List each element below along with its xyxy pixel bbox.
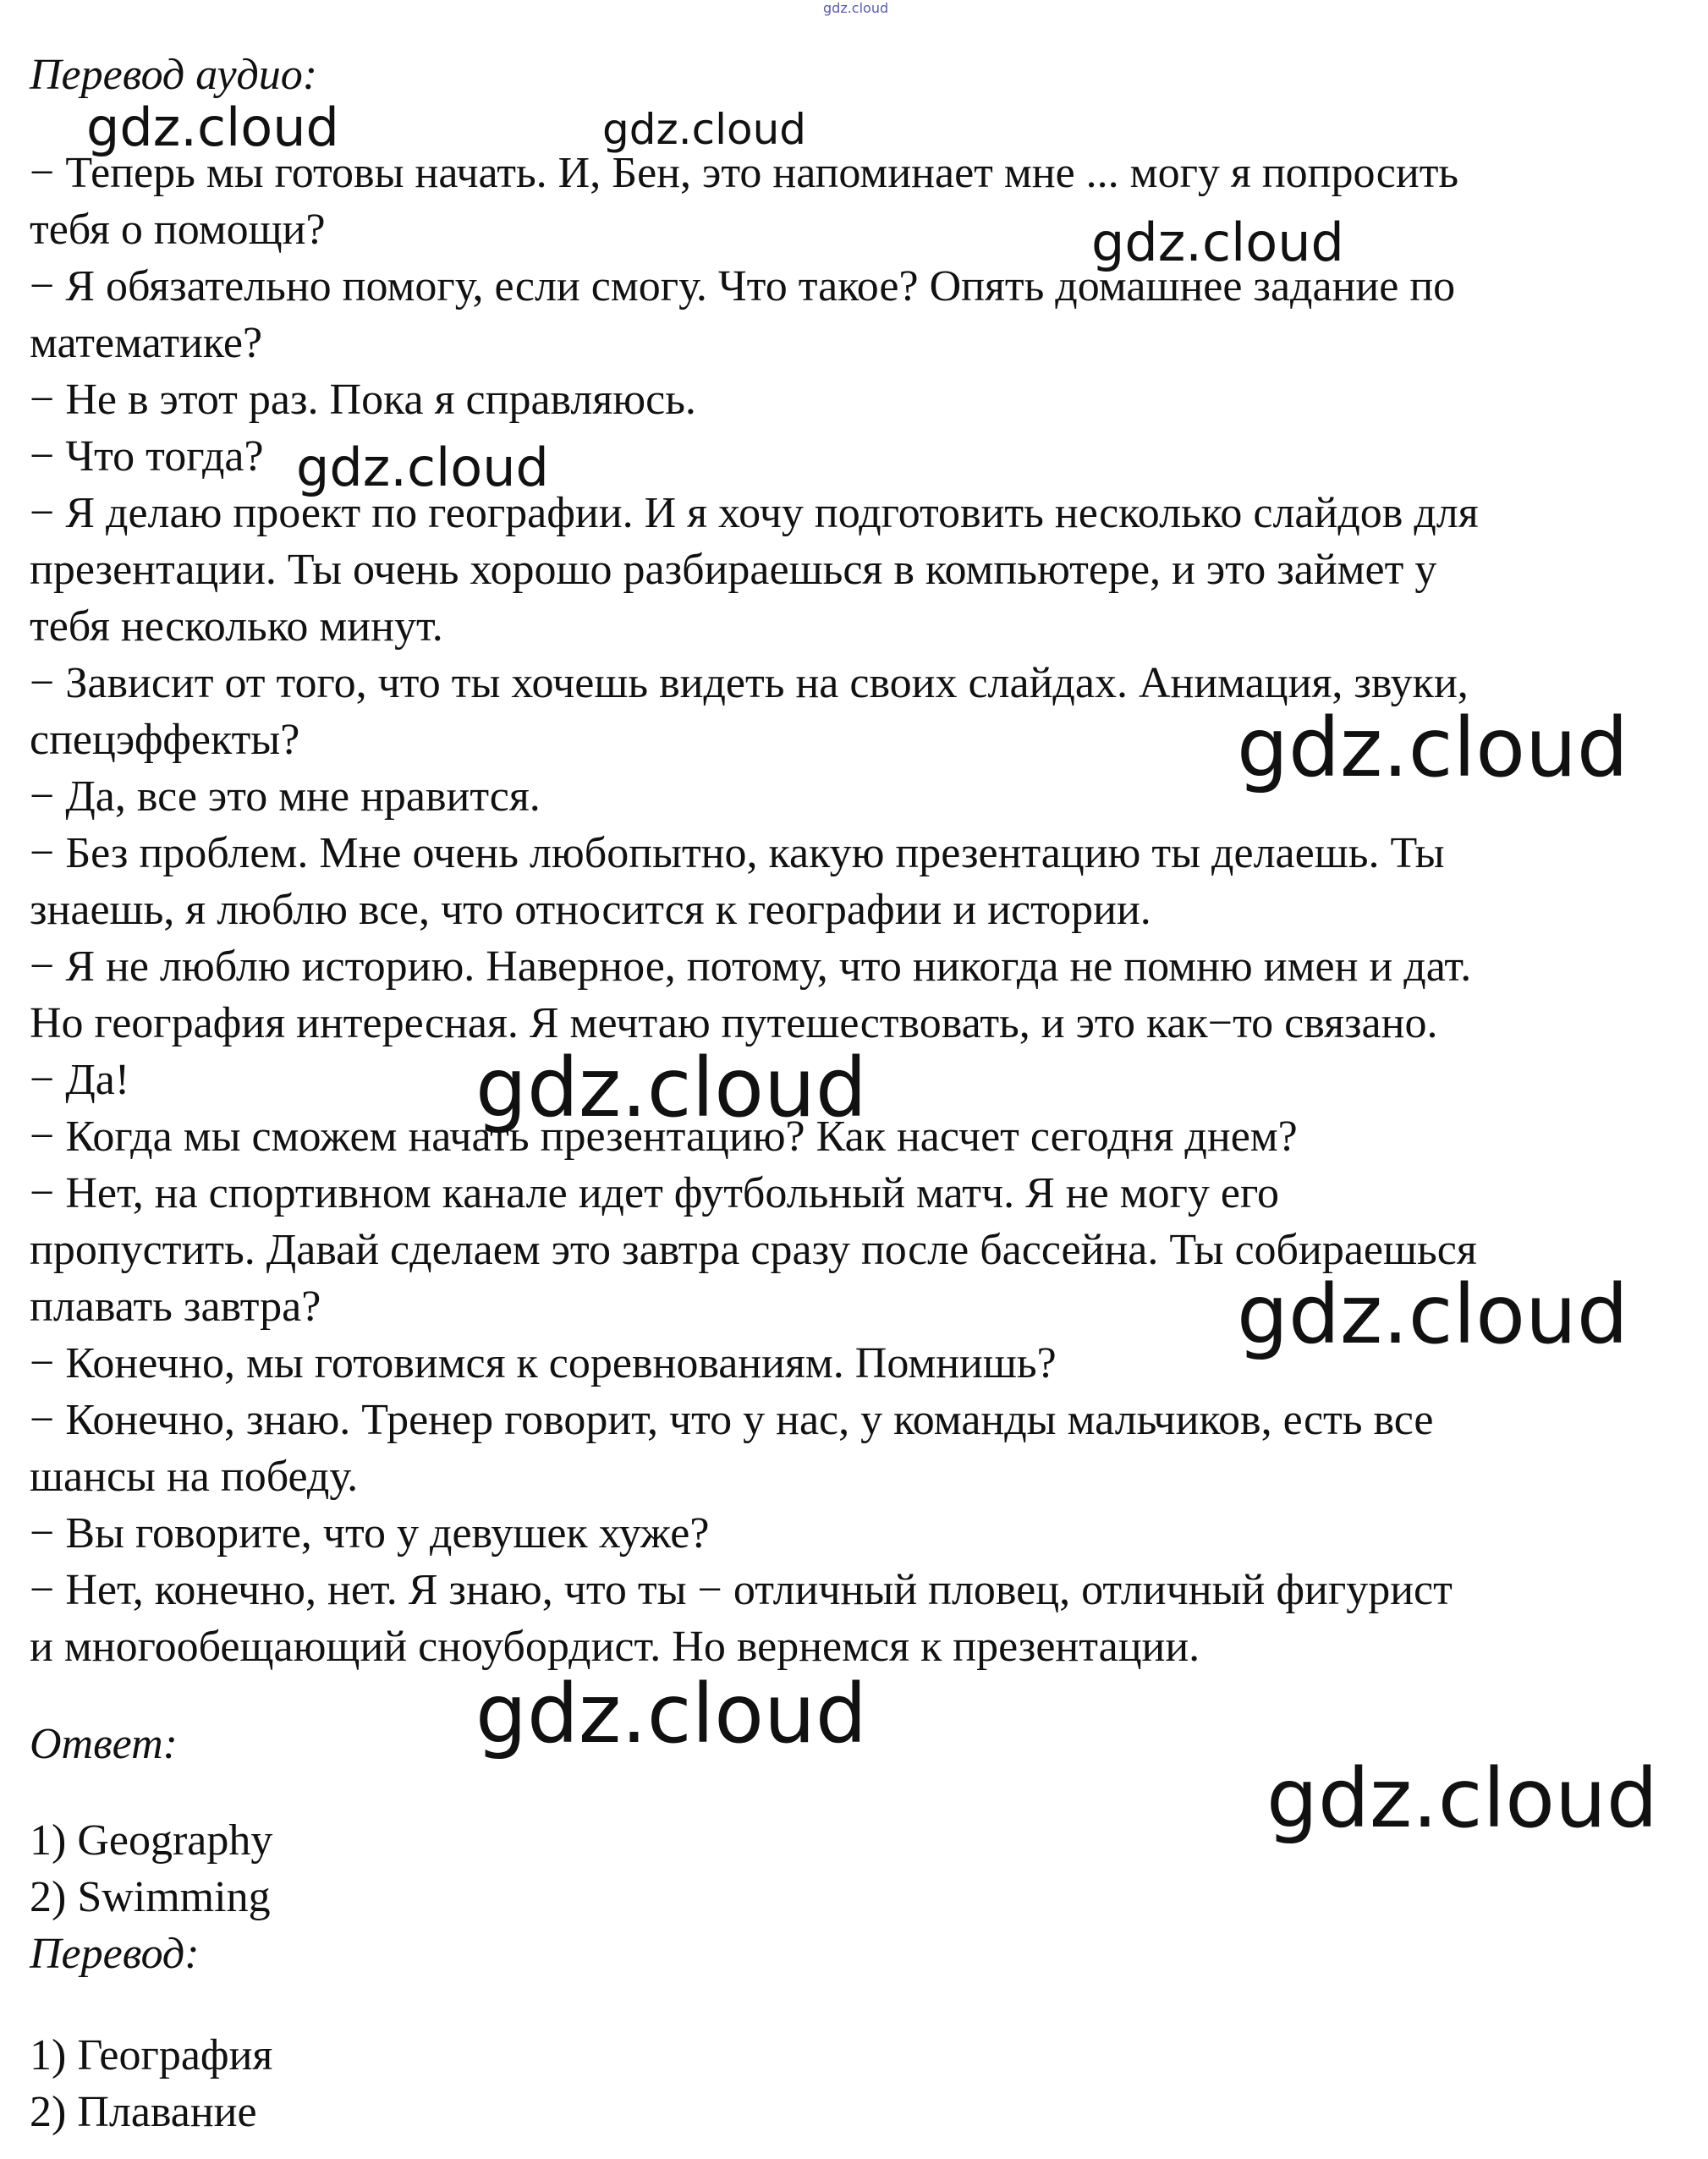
dialogue-line: − Не в этот раз. Пока я справляюсь.: [30, 376, 696, 424]
dialogue-line: − Без проблем. Мне очень любопытно, какую презентацию ты делаешь. Ты: [30, 829, 1445, 877]
dialogue-line: − Теперь мы готовы начать. И, Бен, это напоминает мне ... могу я попросить: [30, 149, 1459, 197]
translation-item: 1) География: [30, 2031, 273, 2079]
answer-item: 2) Swimming: [30, 1873, 271, 1921]
dialogue-line: − Нет, конечно, нет. Я знаю, что ты − отличный пловец, отличный фигурист: [30, 1566, 1453, 1614]
dialogue-line: − Конечно, мы готовимся к соревнованиям. Помнишь?: [30, 1339, 1057, 1387]
answer-item: 1) Geography: [30, 1816, 273, 1865]
dialogue-line: шансы на победу.: [30, 1453, 359, 1501]
watermark: gdz.cloud: [602, 105, 807, 154]
dialogue-line: и многообещающий сноубордист. Но вернемся к презентации.: [30, 1623, 1200, 1671]
answer-label: Ответ:: [30, 1720, 178, 1768]
watermark: gdz.cloud: [1237, 700, 1628, 795]
translation-item: 2) Плавание: [30, 2088, 257, 2136]
dialogue-line: − Да!: [30, 1056, 130, 1104]
dialogue-line: тебя о помощи?: [30, 206, 326, 254]
section-title-audio-translation: Перевод аудио:: [30, 51, 318, 99]
dialogue-line: − Я делаю проект по географии. И я хочу подготовить несколько слайдов для: [30, 489, 1479, 537]
dialogue-line: − Я обязательно помогу, если смогу. Что такое? Опять домашнее задание по: [30, 262, 1456, 310]
dialogue-line: математике?: [30, 319, 263, 367]
dialogue-line: − Вы говорите, что у девушек хуже?: [30, 1509, 710, 1557]
watermark: gdz.cloud: [475, 1041, 867, 1135]
dialogue-line: − Зависит от того, что ты хочешь видеть на своих слайдах. Анимация, звуки,: [30, 659, 1469, 707]
dialogue-line: спецэффекты?: [30, 716, 300, 764]
dialogue-line: − Нет, на спортивном канале идет футбольный матч. Я не могу его: [30, 1169, 1280, 1217]
watermark: gdz.cloud: [86, 96, 339, 158]
watermark: gdz.cloud: [1091, 212, 1344, 273]
watermark: gdz.cloud: [1237, 1267, 1628, 1362]
translation-label: Перевод:: [30, 1930, 200, 1978]
dialogue-line: − Я не люблю историю. Наверное, потому, что никогда не помню имен и дат.: [30, 942, 1472, 991]
dialogue-line: − Что тогда?: [30, 432, 264, 481]
watermark: gdz.cloud: [1266, 1751, 1658, 1846]
dialogue-line: − Когда мы сможем начать презентацию? Как насчет сегодня днем?: [30, 1112, 1298, 1161]
watermark: gdz.cloud: [475, 1667, 867, 1761]
dialogue-line: − Да, все это мне нравится.: [30, 772, 541, 821]
dialogue-line: знаешь, я люблю все, что относится к географии и истории.: [30, 886, 1151, 934]
dialogue-line: плавать завтра?: [30, 1283, 321, 1331]
dialogue-line: − Конечно, знаю. Тренер говорит, что у нас, у команды мальчиков, есть все: [30, 1396, 1434, 1444]
dialogue-line: тебя несколько минут.: [30, 602, 443, 651]
watermark: gdz.cloud: [296, 437, 549, 498]
dialogue-line: Но география интересная. Я мечтаю путешествовать, и это как−то связано.: [30, 999, 1438, 1047]
dialogue-line: презентации. Ты очень хорошо разбираешься в компьютере, и это займет у: [30, 546, 1437, 594]
watermark-tiny: gdz.cloud: [823, 0, 889, 16]
dialogue-line: пропустить. Давай сделаем это завтра сразу после бассейна. Ты собираешься: [30, 1226, 1477, 1274]
